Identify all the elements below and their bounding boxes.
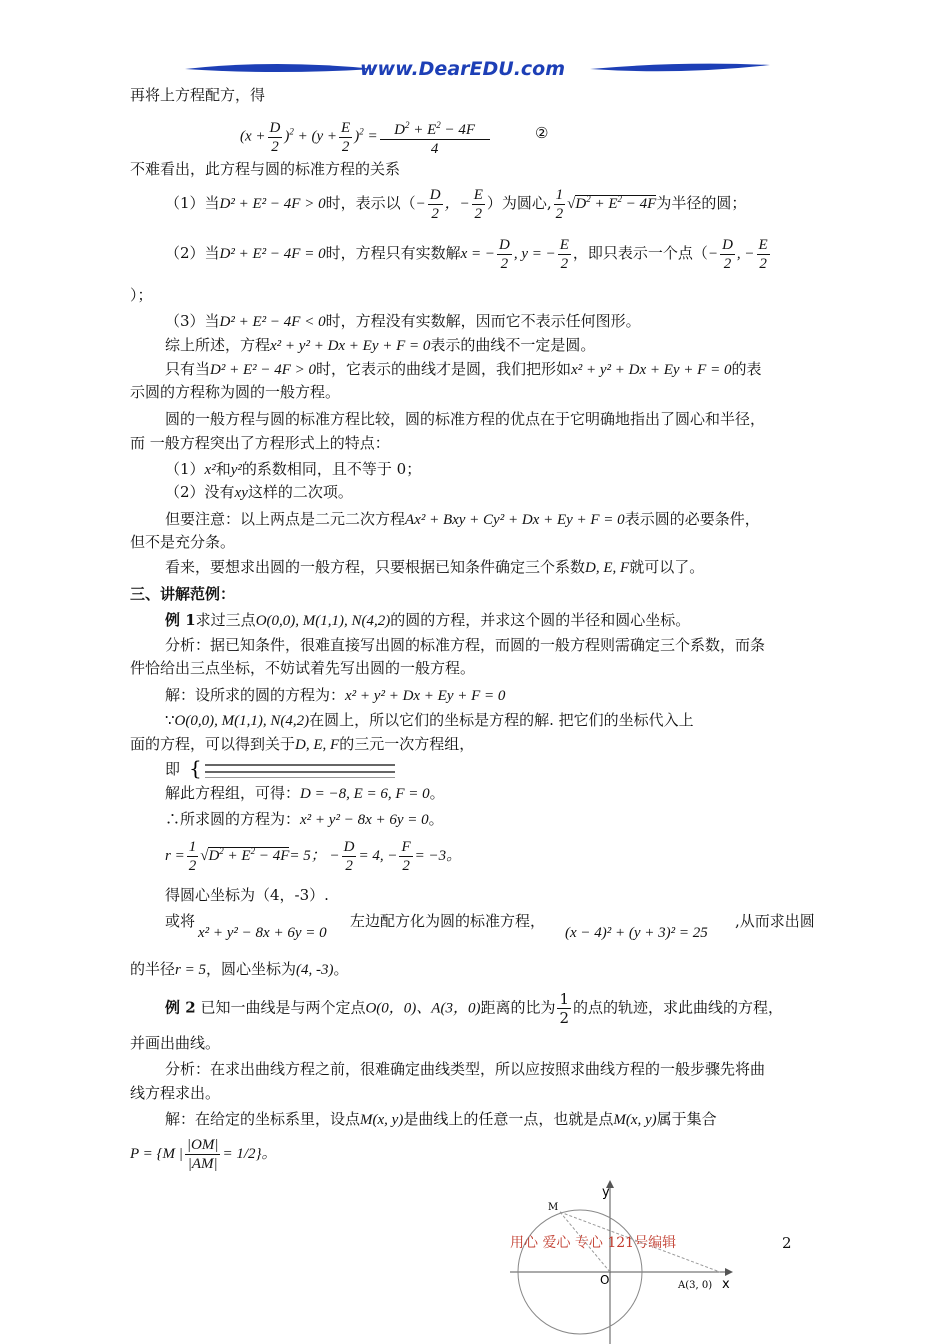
solution-line-9b: 左边配方化为圆的标准方程， <box>350 912 546 930</box>
solution-line-2: ∵O(0,0), M(1,1), N(4,2)在圆上，所以它们的坐标是方程的解. 把它们的坐标代入上 <box>165 711 694 729</box>
origin-label: O <box>600 1273 610 1287</box>
solution-line-3: 面的方程，可以得到关于D, E, F的三元一次方程组， <box>130 735 475 753</box>
y-label: y <box>602 1185 610 1200</box>
point-m-label: M <box>548 1202 559 1213</box>
equation-complete-square: (x + $\frac{D}{2}$ )$^2$ + (y + $\frac{E}{2}$ )$^2$ = $\frac{D^2 + E^2 - 4F}{4}$ <box>240 116 492 158</box>
set-definition: P = {M | $\frac{|OM|}{|AM|}$ = 1/2}。 <box>130 1137 277 1172</box>
header-site-name[interactable]: www.DearEDU.com <box>360 58 566 80</box>
solution-line-4: 即 { <box>165 758 405 781</box>
summary-2: 只有当D² + E² − 4F > 0时，它表示的曲线才是圆，我们把形如x² + y² + Dx + Ey + F = 0的表 <box>165 360 762 378</box>
text-line: 线方程求出。 <box>130 1084 221 1102</box>
example-1: 例 1求过三点O(0,0), M(1,1), N(4,2)的圆的方程，并求这个圆的半径和圆心坐标。 <box>165 611 691 629</box>
x-axis-arrow <box>725 1268 733 1276</box>
locus-figure <box>500 1180 760 1344</box>
feature-1: （1）x²和y²的系数相同，且不等于 0； <box>165 460 422 478</box>
text-line: ）； <box>130 286 153 304</box>
example-2: 例 2 已知一曲线是与两个定点O(0，0)、A(3，0)距离的比为 $\frac{1}{2}$ 的点的轨迹，求此曲线的方程， <box>165 990 784 1027</box>
solution-line-6: ∴所求圆的方程为：x² + y² − 8x + 6y = 0。 <box>165 810 444 828</box>
text-line: 再将上方程配方，得 <box>130 86 266 104</box>
text-line: 分析：在求出曲线方程之前，很难确定曲线类型，所以应按照求曲线方程的一般步骤先将曲 <box>165 1060 766 1078</box>
text-line: 得圆心坐标为（4，-3）. <box>165 886 329 904</box>
page-number: 2 <box>782 1234 792 1252</box>
text-line: 件恰给出三点坐标，不妨试着先写出圆的一般方程。 <box>130 659 476 677</box>
equation-number: ② <box>535 124 549 142</box>
text-line: 分析：据已知条件，很难直接写出圆的标准方程，而圆的一般方程则需确定三个系数，而条 <box>165 636 766 654</box>
x-label: x <box>722 1277 730 1292</box>
summary-1: 综上所述，方程x² + y² + Dx + Ey + F = 0表示的曲线不一定是圆。 <box>165 336 596 354</box>
equation-system-garbled <box>185 759 405 781</box>
case-3: （3）当D² + E² − 4F < 0时，方程没有实数解，因而它不表示任何图形。 <box>165 312 641 330</box>
svg-text:{: { <box>188 759 202 780</box>
equation-standard: (x − 4)² + (y + 3)² = 25 <box>565 925 708 941</box>
text-line: 示圆的方程称为圆的一般方程。 <box>130 383 341 401</box>
point-a-label: A(3, 0) <box>678 1280 713 1291</box>
solution-line-5: 解此方程组，可得：D = −8, E = 6, F = 0。 <box>165 784 445 802</box>
solution2-line-1: 解：在给定的坐标系里，设点M(x, y)是曲线上的任意一点，也就是点M(x, y)属于集合 <box>165 1110 717 1128</box>
solution-line-1: 解：设所求的圆的方程为：x² + y² + Dx + Ey + F = 0 <box>165 686 506 704</box>
solution-line-9c: ,从而求出圆 <box>735 912 815 930</box>
feature-2: （2）没有xy这样的二次项。 <box>165 483 353 501</box>
solution-line-9: 或将 <box>165 912 196 930</box>
key-line: 看来，要想求出圆的一般方程，只要根据已知条件确定三个系数D, E, F就可以了。 <box>165 558 705 576</box>
footer-text: 用心 爱心 专心 121号编辑 <box>510 1235 677 1251</box>
solution-line-10: 的半径r = 5，圆心坐标为(4, -3)。 <box>130 960 349 978</box>
equation-circle1-b: x² + y² − 8x + 6y = 0 <box>198 925 327 941</box>
case-1: （1）当D² + E² − 4F > 0时，表示以（− $\frac{D}{2}$ ，− $\frac{E}{2}$ ）为圆心, $\frac{1}{2}$ $√D^2 + E^2 - 4F$为半径的圆； <box>165 187 747 222</box>
text-line: 并画出曲线。 <box>130 1034 221 1052</box>
text-line: 圆的一般方程与圆的标准方程比较，圆的标准方程的优点在于它明确地指出了圆心和半径， <box>165 410 766 428</box>
text-line: 而 一般方程突出了方程形式上的特点： <box>130 434 390 452</box>
solution-line-7: r = $\frac{1}{2}$ $√D^2 + E^2 - 4F= 5$； − $\frac{D}{2}$ = 4, − $\frac{F}{2}$ = −3。 <box>165 839 462 874</box>
page-header <box>0 55 950 85</box>
text-line: 但不是充分条。 <box>130 533 236 551</box>
header-swoosh-right <box>590 61 770 77</box>
text-line: 不难看出，此方程与圆的标准方程的关系 <box>130 160 401 178</box>
header-swoosh-left <box>185 61 375 77</box>
case-2: （2）当D² + E² − 4F = 0时，方程只有实数解x = − $\frac{D}{2}$ , y = − $\frac{E}{2}$ ，即只表示一个点（− $\frac{D}{2}$ , − $\frac{E}{2}$ <box>165 237 768 272</box>
section-heading: 三、讲解范例： <box>130 585 236 603</box>
note-1: 但要注意：以上两点是二元二次方程Ax² + Bxy + Cy² + Dx + Ey + F = 0表示圆的必要条件， <box>165 510 760 528</box>
